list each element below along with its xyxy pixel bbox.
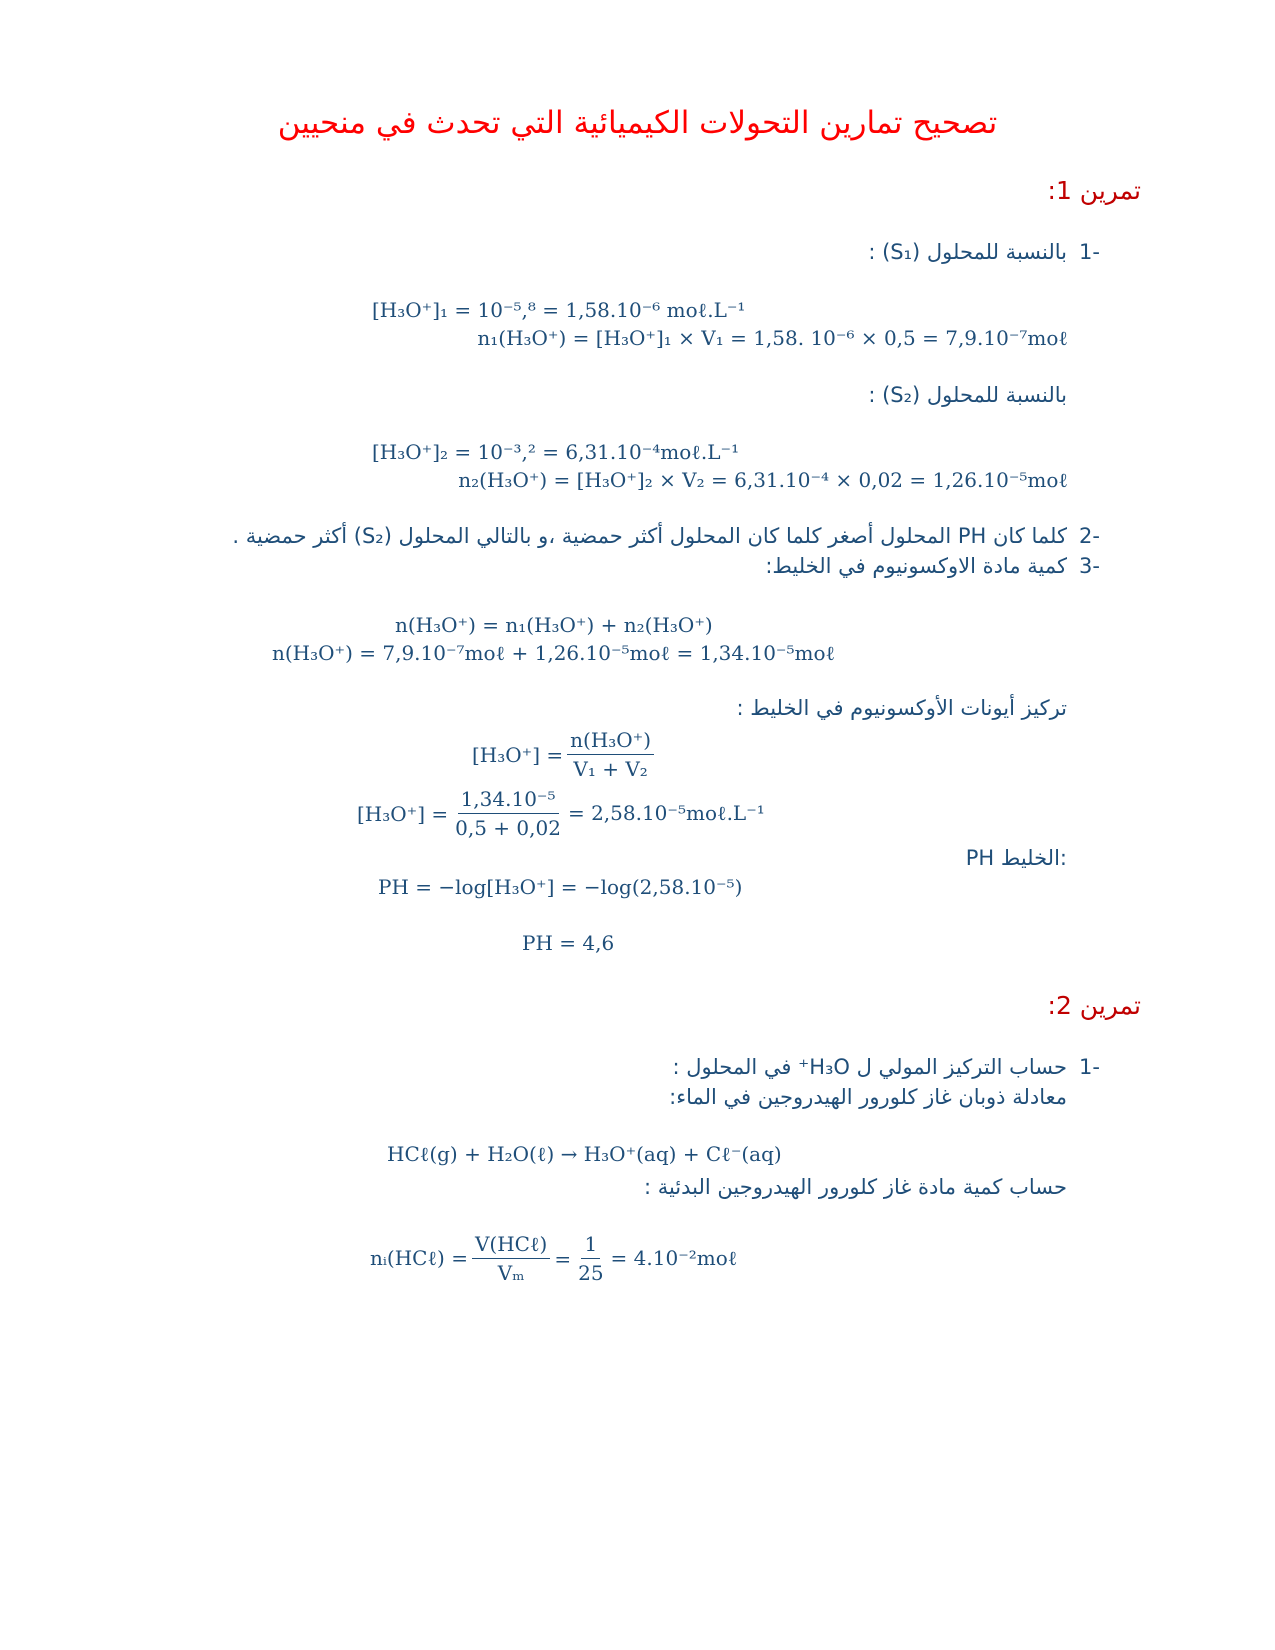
numeric-fraction <box>575 1230 606 1287</box>
concentration-value-lhs: [H₃O⁺] = <box>357 801 449 826</box>
fraction-numerator: n(H₃O⁺) <box>567 726 654 755</box>
initial-moles-formula <box>370 1230 737 1287</box>
fraction-denominator: 0,5 + 0,02 <box>455 816 561 840</box>
item-number-3: 3- <box>1079 554 1100 578</box>
fraction-denominator: Vₘ <box>497 1261 525 1285</box>
ph-result: PH = 4,6 <box>522 931 615 955</box>
volume-ratio-fraction <box>472 1230 550 1287</box>
s1-concentration-eq: [H₃O⁺]₁ = 10⁻⁵,⁸ = 1,58.10⁻⁶ moℓ.L⁻¹ <box>372 298 746 322</box>
concentration-fraction <box>567 726 654 783</box>
item-number-1: 1- <box>1079 240 1100 264</box>
acidity-comparison: كلما كان PH المحلول أصغر كلما كان المحلول أكثر حمضية ،و بالتالي المحلول (S₂) أكثر حمضية . <box>232 524 1067 548</box>
mix-moles-value-eq: n(H₃O⁺) = 7,9.10⁻⁷moℓ + 1,26.10⁻⁵moℓ = 1,34.10⁻⁵moℓ <box>272 641 836 665</box>
concentration-lhs: [H₃O⁺] = <box>472 742 564 767</box>
equals-sign: = <box>554 1246 572 1271</box>
fraction-numerator: 1,34.10⁻⁵ <box>458 785 559 814</box>
concentration-value-rhs: = 2,58.10⁻⁵moℓ.L⁻¹ <box>567 801 765 825</box>
ph-label: PH الخليط: <box>965 846 1067 870</box>
exercise-1-heading: تمرين 1: <box>1047 176 1141 205</box>
item-number-2: 2- <box>1079 524 1100 548</box>
concentration-value-fraction <box>452 785 564 842</box>
page-title: تصحيح تمارين التحولات الكيميائية التي تحدث في منحيين <box>277 105 998 141</box>
concentration-value-formula <box>357 785 765 842</box>
fraction-denominator: V₁ + V₂ <box>573 757 648 781</box>
concentration-formula <box>472 726 658 783</box>
exercise-2-heading: تمرين 2: <box>1047 991 1141 1020</box>
dissolution-reaction: HCℓ(g) + H₂O(ℓ) → H₃O⁺(aq) + Cℓ⁻(aq) <box>387 1142 782 1166</box>
initial-moles-lhs: nᵢ(HCℓ) = <box>370 1246 468 1270</box>
s1-label: بالنسبة للمحلول (S₁) : <box>868 240 1067 264</box>
s2-concentration-eq: [H₃O⁺]₂ = 10⁻³,² = 6,31.10⁻⁴moℓ.L⁻¹ <box>372 440 740 464</box>
s1-moles-eq: n₁(H₃O⁺) = [H₃O⁺]₁ × V₁ = 1,58. 10⁻⁶ × 0,5 = 7,9.10⁻⁷moℓ <box>477 326 1068 350</box>
s2-label: بالنسبة للمحلول (S₂) : <box>868 383 1067 407</box>
concentration-label: تركيز أيونات الأوكسونيوم في الخليط : <box>736 696 1067 720</box>
initial-moles-label: حساب كمية مادة غاز كلورور الهيدروجين البدئية : <box>643 1175 1067 1199</box>
fraction-denominator: 25 <box>578 1261 604 1285</box>
molar-concentration-label: حساب التركيز المولي ل H₃O⁺ في المحلول : <box>672 1055 1067 1079</box>
s2-moles-eq: n₂(H₃O⁺) = [H₃O⁺]₂ × V₂ = 6,31.10⁻⁴ × 0,02 = 1,26.10⁻⁵moℓ <box>458 468 1068 492</box>
initial-moles-rhs: = 4.10⁻²moℓ <box>610 1246 738 1270</box>
ex2-item-number-1: 1- <box>1079 1055 1100 1079</box>
fraction-numerator: V(HCℓ) <box>472 1230 550 1259</box>
dissolution-equation-label: معادلة ذوبان غاز كلورور الهيدروجين في الماء: <box>669 1085 1067 1109</box>
oxonium-quantity-label: كمية مادة الاوكسونيوم في الخليط: <box>765 554 1067 578</box>
ph-log-eq: PH = −log[H₃O⁺] = −log(2,58.10⁻⁵) <box>378 875 743 899</box>
fraction-numerator: 1 <box>581 1230 600 1259</box>
mix-moles-eq: n(H₃O⁺) = n₁(H₃O⁺) + n₂(H₃O⁺) <box>395 613 713 637</box>
